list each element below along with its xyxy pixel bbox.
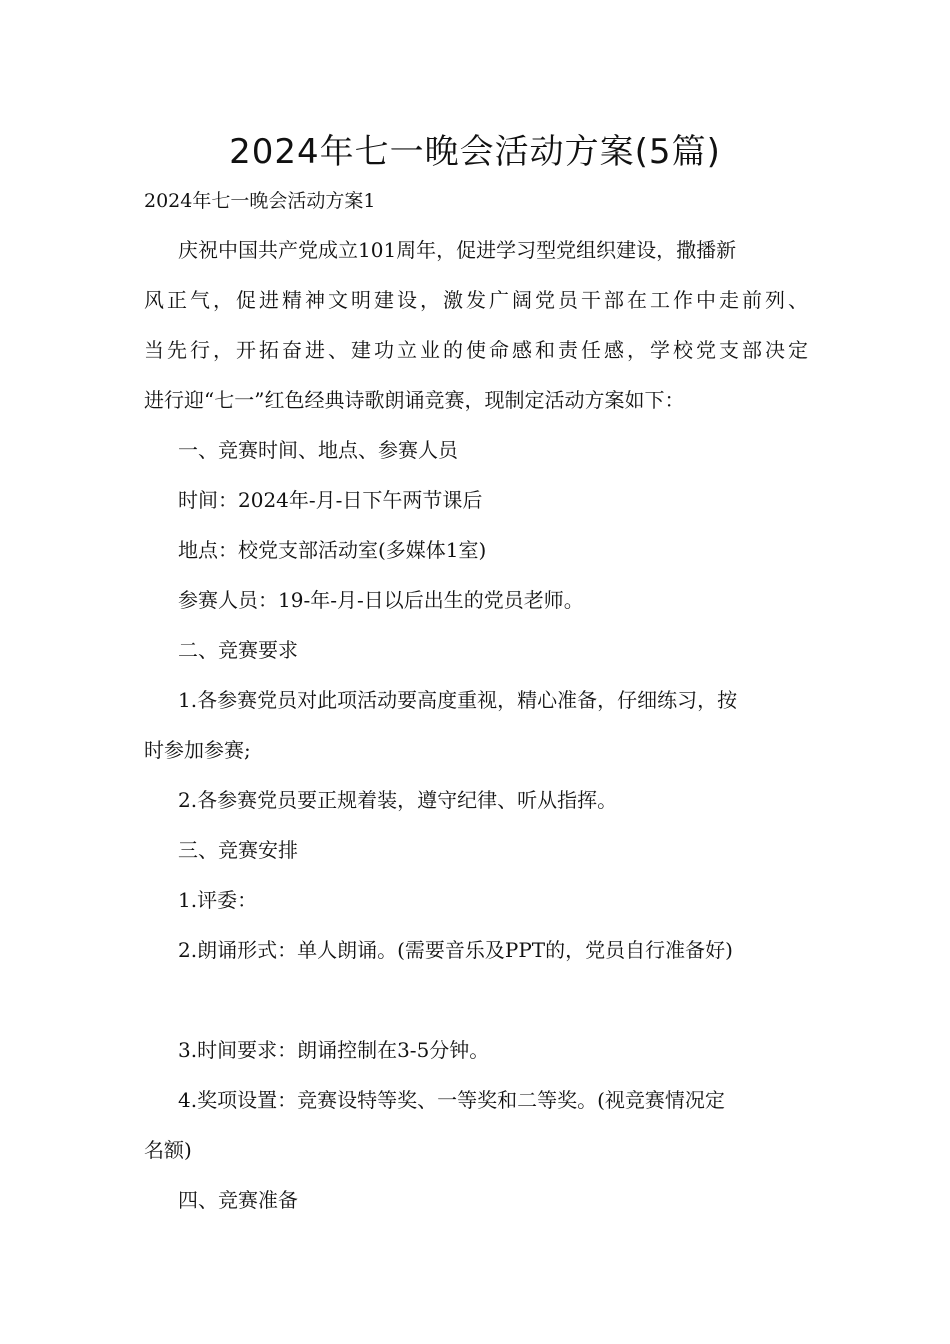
section-heading: 2024年七一晚会活动方案1 <box>144 190 376 212</box>
paragraph-line: 2.朗诵形式：单人朗诵。(需要音乐及PPT的，党员自行准备好) <box>178 938 733 962</box>
paragraph-line: 地点：校党支部活动室(多媒体1室) <box>178 538 487 562</box>
paragraph-line: 名额) <box>144 1138 192 1162</box>
document-title: 2024年七一晚会活动方案(5篇) <box>229 132 721 172</box>
heading-line: 二、竞赛要求 <box>178 638 298 662</box>
heading-line: 一、竞赛时间、地点、参赛人员 <box>178 438 458 462</box>
paragraph-line: 3.时间要求：朗诵控制在3-5分钟。 <box>178 1038 490 1062</box>
paragraph-line: 时间：2024年-月-日下午两节课后 <box>178 488 483 512</box>
paragraph-line: 时参加参赛; <box>144 738 251 762</box>
paragraph-line: 1.评委： <box>178 888 258 912</box>
paragraph-line: 参赛人员：19-年-月-日以后出生的党员老师。 <box>178 588 584 612</box>
paragraph-line: 当先行，开拓奋进、建功立业的使命感和责任感，学校党支部决定 <box>144 338 808 362</box>
paragraph-line: 2.各参赛党员要正规着装，遵守纪律、听从指挥。 <box>178 788 618 812</box>
heading-line: 四、竞赛准备 <box>178 1188 298 1212</box>
paragraph-line: 庆祝中国共产党成立101周年，促进学习型党组织建设，撒播新 <box>178 238 737 262</box>
paragraph-line: 4.奖项设置：竞赛设特等奖、一等奖和二等奖。(视竞赛情况定 <box>178 1088 725 1112</box>
paragraph-line: 进行迎“七一”红色经典诗歌朗诵竞赛，现制定活动方案如下： <box>144 388 685 412</box>
paragraph-line: 风正气，促进精神文明建设，激发广阔党员干部在工作中走前列、 <box>144 288 808 312</box>
paragraph-line: 1.各参赛党员对此项活动要高度重视，精心准备，仔细练习，按 <box>178 688 738 712</box>
heading-line: 三、竞赛安排 <box>178 838 298 862</box>
